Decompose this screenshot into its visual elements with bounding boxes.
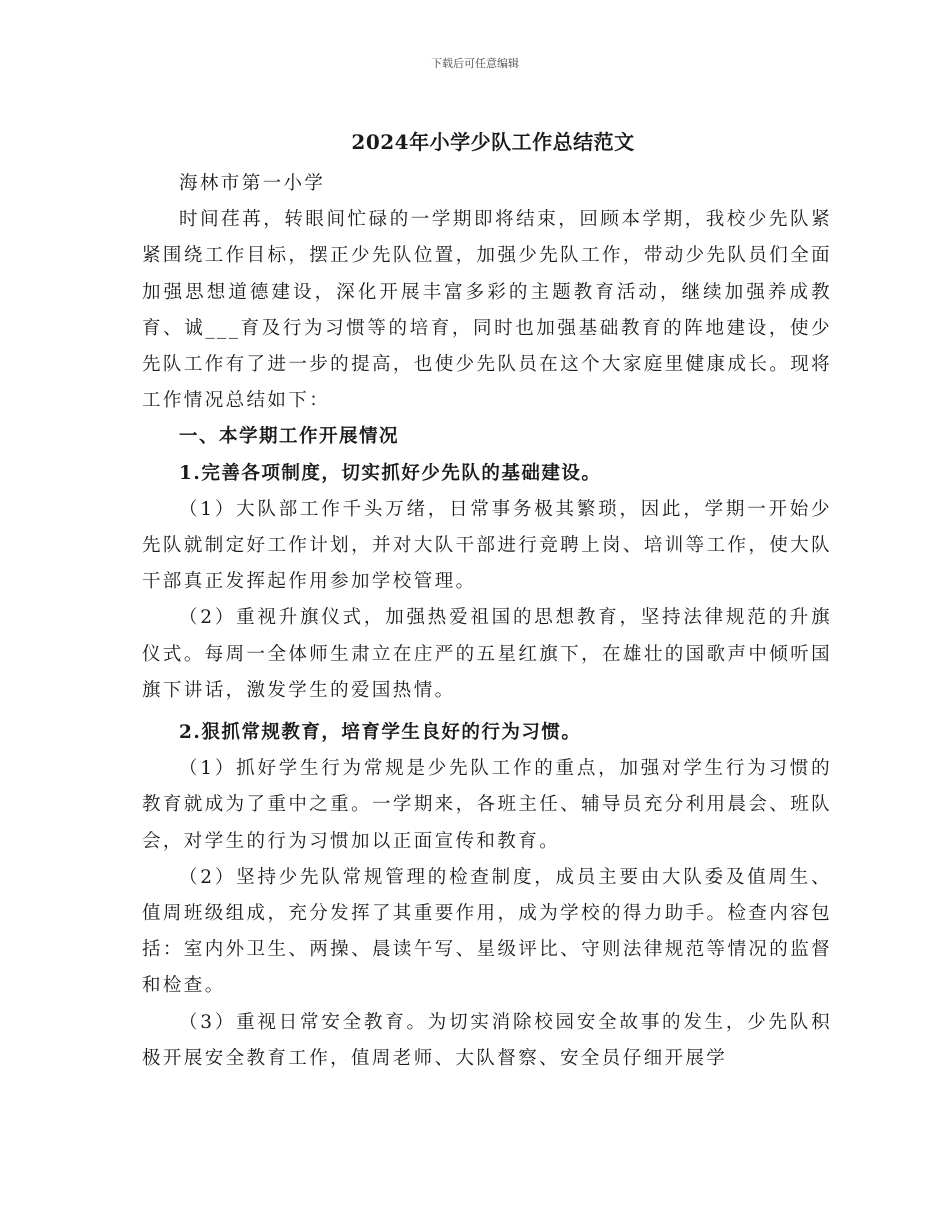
school-name: 海林市第一小学 <box>179 173 326 194</box>
paragraph-2-3: （3）重视日常安全教育。为切实消除校园安全故事的发生，少先队积极开展安全教育工作，值周老师、大队督察、安全员仔细开展学 <box>142 1011 832 1069</box>
subsection-heading-2: 2.狠抓常规教育，培育学生良好的行为习惯。 <box>179 722 582 744</box>
paragraph-2-1: （1）抓好学生行为常规是少先队工作的重点，加强对学生行为习惯的教育就成为了重中之重。一学期来，各班主任、辅导员充分利用晨会、班队会，对学生的行为习惯加以正面宣传和教育。 <box>142 758 832 852</box>
document-title: 2024年小学少队工作总结范文 <box>351 130 635 154</box>
paragraph-1-2: （2）重视升旗仪式，加强热爱祖国的思想教育，坚持法律规范的升旗仪式。每周一全体师生肃立在庄严的五星红旗下，在雄壮的国歌声中倾听国旗下讲话，激发学生的爱国热情。 <box>142 607 832 701</box>
section-heading: 一、本学期工作开展情况 <box>179 426 400 448</box>
intro-paragraph: 时间荏苒，转眼间忙碌的一学期即将结束，回顾本学期，我校少先队紧紧围绕工作目标，摆正少先队位置，加强少先队工作，带动少先队员们全面加强思想道德建设，深化开展丰富多彩的主题教育活动，继续加强养成教育、诚___育及行为习惯等的培育，同时也加强基础教育的阵地建设，使少先队工作有了进一步的提高，也使少先队员在这个大家庭里健康成长。现将工作情况总结如下： <box>142 209 832 412</box>
paragraph-2-2: （2）坚持少先队常规管理的检查制度，成员主要由大队委及值周生、值周班级组成，充分发挥了其重要作用，成为学校的得力助手。检查内容包括：室内外卫生、两操、晨读午写、星级评比、守则法律规范等情况的监督和检查。 <box>142 866 832 997</box>
subsection-heading-1: 1.完善各项制度，切实抓好少先队的基础建设。 <box>179 462 602 484</box>
header-note: 下载后可任意编辑 <box>431 57 519 70</box>
document-body <box>142 166 832 1077</box>
paragraph-1-1: （1）大队部工作千头万绪，日常事务极其繁琐，因此，学期一开始少先队就制定好工作计划，并对大队干部进行竞聘上岗、培训等工作，使大队干部真正发挥起作用参加学校管理。 <box>142 498 832 593</box>
